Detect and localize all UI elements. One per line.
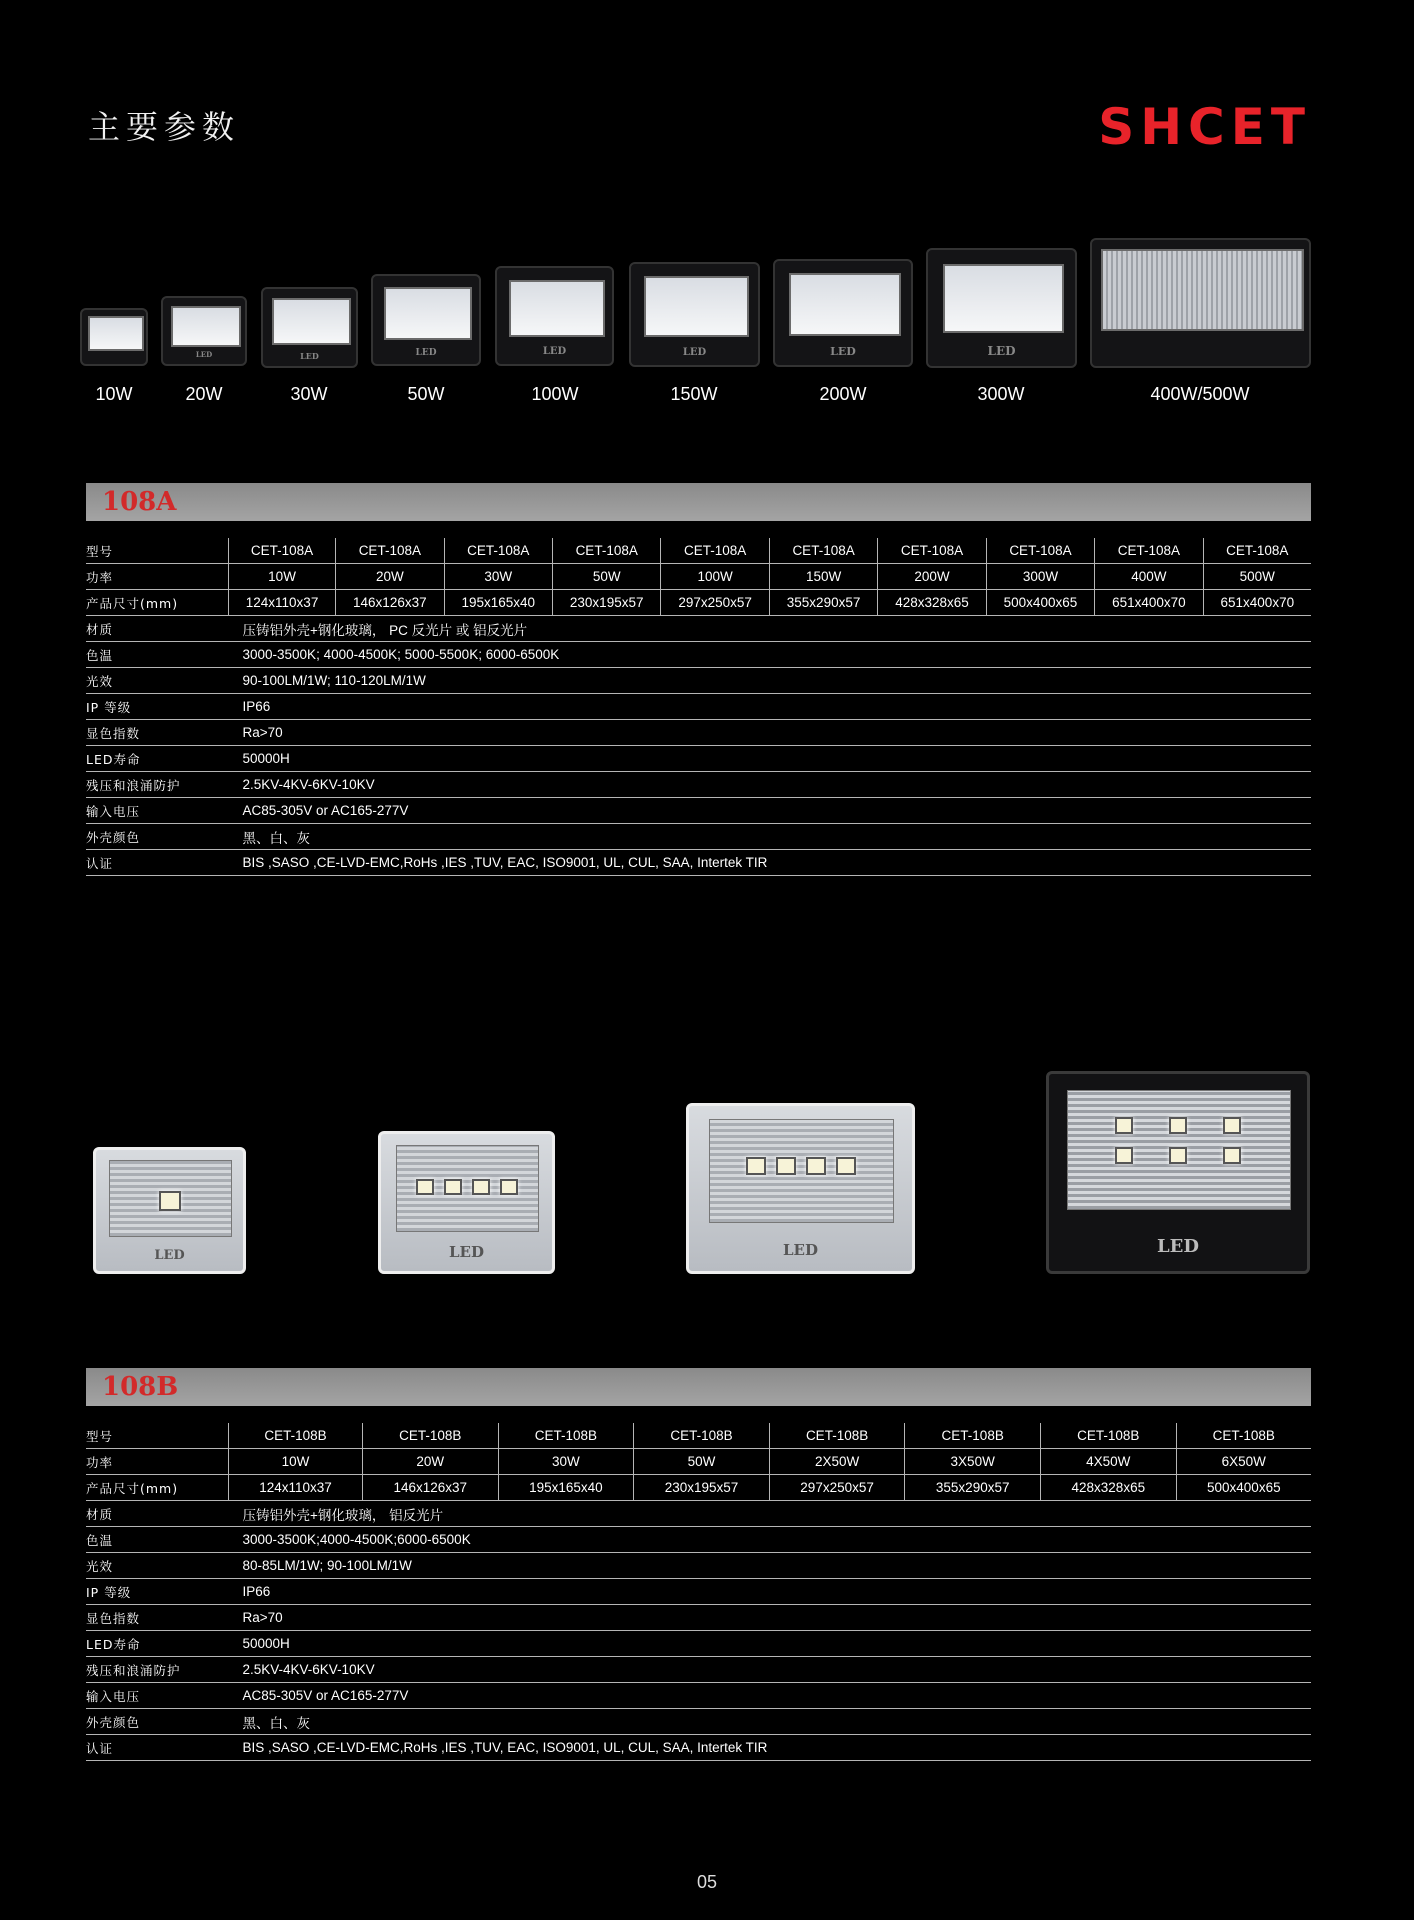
spec-cell: 146x126x37 <box>362 1475 498 1501</box>
section-title: 108B <box>102 1372 179 1402</box>
spec-row <box>86 1683 1311 1709</box>
spec-label: 认证 <box>86 850 229 876</box>
spec-value: BIS ,SASO ,CE-LVD-EMC,RoHs ,IES ,TUV, EAC, ISO9001, UL, CUL, SAA, Intertek TIR <box>229 850 1312 876</box>
spec-label: 产品尺寸(mm) <box>86 590 229 616</box>
led-chip <box>1223 1117 1241 1134</box>
spec-table-108a <box>86 538 1311 876</box>
led-chip <box>746 1157 766 1175</box>
spec-cell: CET-108A <box>444 538 552 564</box>
spec-cell: 200W <box>878 564 986 590</box>
spec-label: 功率 <box>86 564 229 590</box>
led-chip <box>1169 1117 1187 1134</box>
spec-row <box>86 798 1311 824</box>
lamp-400w-500w <box>1090 238 1311 368</box>
spec-cell: 428x328x65 <box>1041 1475 1177 1501</box>
product-lineup-108a <box>0 0 1414 420</box>
spec-label: 光效 <box>86 1553 229 1579</box>
spec-cell: CET-108A <box>878 538 986 564</box>
spec-value: 压铸铝外壳+钢化玻璃， PC 反光片 或 铝反光片 <box>229 616 1312 642</box>
watt-label: 150W <box>670 384 718 404</box>
spec-label: 外壳颜色 <box>86 824 229 850</box>
watt-label: 200W <box>819 384 867 404</box>
spec-cell: CET-108A <box>661 538 769 564</box>
spec-row <box>86 1527 1311 1553</box>
spec-label: IP 等级 <box>86 694 229 720</box>
spec-cell: 355x290x57 <box>905 1475 1041 1501</box>
spec-value: 50000H <box>229 746 1312 772</box>
spec-label: 认证 <box>86 1735 229 1761</box>
spec-value: 3000-3500K;4000-4500K;6000-6500K <box>229 1527 1312 1553</box>
spec-label: LED寿命 <box>86 1631 229 1657</box>
spec-row <box>86 824 1311 850</box>
spec-label: 材质 <box>86 616 229 642</box>
spec-value: 2.5KV-4KV-6KV-10KV <box>229 772 1312 798</box>
lamp-108b-100w <box>378 1131 555 1274</box>
spec-value: AC85-305V or AC165-277V <box>229 1683 1312 1709</box>
spec-cell: CET-108B <box>498 1423 634 1449</box>
lamp-300w <box>926 248 1077 368</box>
page-number: 05 <box>696 1872 718 1892</box>
section-title: 108A <box>102 487 177 517</box>
spec-label: 型号 <box>86 1423 229 1449</box>
led-chip <box>472 1179 490 1195</box>
spec-value: BIS ,SASO ,CE-LVD-EMC,RoHs ,IES ,TUV, EAC, ISO9001, UL, CUL, SAA, Intertek TIR <box>229 1735 1312 1761</box>
spec-cell: 100W <box>661 564 769 590</box>
spec-cell: 195x165x40 <box>444 590 552 616</box>
led-chip <box>444 1179 462 1195</box>
watt-label: 400W/500W <box>1150 384 1250 404</box>
spec-row <box>86 1605 1311 1631</box>
spec-cell: 150W <box>769 564 877 590</box>
watt-label: 20W <box>185 384 223 404</box>
spec-value: Ra>70 <box>229 720 1312 746</box>
led-chip <box>1169 1147 1187 1164</box>
spec-cell: CET-108A <box>1203 538 1311 564</box>
spec-cell: CET-108B <box>1041 1423 1177 1449</box>
spec-cell: 30W <box>444 564 552 590</box>
spec-row <box>86 1423 1311 1449</box>
lamp-200w <box>773 259 913 367</box>
spec-row <box>86 1553 1311 1579</box>
spec-cell: 50W <box>552 564 660 590</box>
lamp-10w <box>80 308 148 366</box>
led-label: LED <box>542 346 567 358</box>
led-label: LED <box>415 347 437 358</box>
spec-cell: 10W <box>229 1449 363 1475</box>
spec-row <box>86 720 1311 746</box>
spec-cell: 297x250x57 <box>769 1475 905 1501</box>
spec-value: 黑、白、灰 <box>229 1709 1312 1735</box>
spec-row <box>86 1579 1311 1605</box>
lamp-150w <box>629 262 760 367</box>
spec-cell: 230x195x57 <box>552 590 660 616</box>
spec-cell: 500x400x65 <box>986 590 1094 616</box>
watt-label: 100W <box>531 384 579 404</box>
spec-row <box>86 642 1311 668</box>
spec-label: 显色指数 <box>86 1605 229 1631</box>
spec-cell: 2X50W <box>769 1449 905 1475</box>
section-bar-108a <box>86 483 1311 521</box>
spec-row <box>86 746 1311 772</box>
spec-cell: CET-108A <box>1095 538 1203 564</box>
page-title: 主要参数 <box>88 108 241 146</box>
led-label: LED <box>682 346 707 358</box>
led-chip <box>159 1191 181 1211</box>
spec-value: 黑、白、灰 <box>229 824 1312 850</box>
spec-cell: 4X50W <box>1041 1449 1177 1475</box>
lamp-108b-200w <box>686 1103 915 1274</box>
spec-row <box>86 1735 1311 1761</box>
spec-cell: CET-108A <box>769 538 877 564</box>
spec-label: 残压和浪涌防护 <box>86 772 229 798</box>
spec-row <box>86 1449 1311 1475</box>
spec-label: 色温 <box>86 642 229 668</box>
spec-cell: 6X50W <box>1176 1449 1311 1475</box>
spec-label: 色温 <box>86 1527 229 1553</box>
spec-cell: 30W <box>498 1449 634 1475</box>
spec-cell: 20W <box>336 564 444 590</box>
led-label: LED <box>300 350 319 361</box>
spec-cell: 651x400x70 <box>1203 590 1311 616</box>
led-label: LED <box>154 1247 185 1263</box>
led-label: LED <box>1157 1236 1199 1258</box>
lamp-100w <box>495 266 614 366</box>
spec-row <box>86 1475 1311 1501</box>
spec-value: 2.5KV-4KV-6KV-10KV <box>229 1657 1312 1683</box>
spec-label: 产品尺寸(mm) <box>86 1475 229 1501</box>
spec-value: AC85-305V or AC165-277V <box>229 798 1312 824</box>
lamp-30w <box>261 287 358 368</box>
spec-value: 50000H <box>229 1631 1312 1657</box>
spec-cell: 10W <box>229 564 336 590</box>
spec-cell: CET-108B <box>362 1423 498 1449</box>
spec-cell: 428x328x65 <box>878 590 986 616</box>
spec-cell: 20W <box>362 1449 498 1475</box>
led-label: LED <box>449 1243 484 1262</box>
spec-label: 功率 <box>86 1449 229 1475</box>
spec-value: IP66 <box>229 694 1312 720</box>
led-chip <box>500 1179 518 1195</box>
lamp-20w <box>161 296 247 366</box>
spec-value: IP66 <box>229 1579 1312 1605</box>
spec-row <box>86 564 1311 590</box>
spec-cell: CET-108B <box>229 1423 363 1449</box>
spec-row <box>86 850 1311 876</box>
spec-cell: CET-108A <box>986 538 1094 564</box>
watt-label: 10W <box>95 384 133 404</box>
spec-row <box>86 1631 1311 1657</box>
spec-value: 压铸铝外壳+钢化玻璃， 铝反光片 <box>229 1501 1312 1527</box>
section-bar-108b <box>86 1368 1311 1406</box>
spec-label: 输入电压 <box>86 798 229 824</box>
watt-label: 50W <box>407 384 445 404</box>
spec-cell: 500x400x65 <box>1176 1475 1311 1501</box>
brand-logo: SHCET <box>1098 98 1311 156</box>
led-label: LED <box>783 1241 818 1260</box>
spec-label: 输入电压 <box>86 1683 229 1709</box>
spec-label: 型号 <box>86 538 229 564</box>
lamp-108b-10w <box>93 1147 246 1274</box>
spec-label: LED寿命 <box>86 746 229 772</box>
led-label: LED <box>830 344 856 358</box>
spec-row <box>86 1501 1311 1527</box>
spec-label: IP 等级 <box>86 1579 229 1605</box>
led-chip <box>1223 1147 1241 1164</box>
spec-value: Ra>70 <box>229 1605 1312 1631</box>
spec-cell: 230x195x57 <box>634 1475 770 1501</box>
lamp-50w <box>371 274 481 366</box>
spec-value: 80-85LM/1W; 90-100LM/1W <box>229 1553 1312 1579</box>
lamp-108b-300w <box>1046 1071 1310 1274</box>
spec-row <box>86 616 1311 642</box>
spec-value: 3000-3500K; 4000-4500K; 5000-5500K; 6000-6500K <box>229 642 1312 668</box>
led-chip <box>806 1157 826 1175</box>
spec-cell: CET-108B <box>905 1423 1041 1449</box>
watt-label: 30W <box>290 384 328 404</box>
spec-row <box>86 538 1311 564</box>
spec-cell: 124x110x37 <box>229 590 336 616</box>
spec-cell: 195x165x40 <box>498 1475 634 1501</box>
led-chip <box>416 1179 434 1195</box>
spec-label: 光效 <box>86 668 229 694</box>
spec-row <box>86 772 1311 798</box>
spec-cell: CET-108B <box>634 1423 770 1449</box>
spec-cell: 146x126x37 <box>336 590 444 616</box>
spec-row <box>86 1709 1311 1735</box>
spec-cell: 651x400x70 <box>1095 590 1203 616</box>
spec-cell: CET-108B <box>769 1423 905 1449</box>
spec-cell: CET-108A <box>552 538 660 564</box>
spec-label: 外壳颜色 <box>86 1709 229 1735</box>
led-chip <box>1115 1147 1133 1164</box>
spec-label: 残压和浪涌防护 <box>86 1657 229 1683</box>
spec-label: 材质 <box>86 1501 229 1527</box>
spec-cell: 300W <box>986 564 1094 590</box>
spec-cell: CET-108A <box>229 538 336 564</box>
spec-row <box>86 590 1311 616</box>
spec-cell: 500W <box>1203 564 1311 590</box>
led-label: LED <box>195 350 213 360</box>
led-label: LED <box>987 343 1016 358</box>
spec-cell: 124x110x37 <box>229 1475 363 1501</box>
led-chip <box>776 1157 796 1175</box>
spec-row <box>86 694 1311 720</box>
spec-cell: 297x250x57 <box>661 590 769 616</box>
spec-cell: 400W <box>1095 564 1203 590</box>
watt-label: 300W <box>977 384 1025 404</box>
led-chip <box>836 1157 856 1175</box>
spec-value: 90-100LM/1W; 110-120LM/1W <box>229 668 1312 694</box>
spec-cell: CET-108A <box>336 538 444 564</box>
spec-cell: 3X50W <box>905 1449 1041 1475</box>
spec-table-108b <box>86 1423 1311 1761</box>
spec-cell: CET-108B <box>1176 1423 1311 1449</box>
led-chip <box>1115 1117 1133 1134</box>
spec-row <box>86 1657 1311 1683</box>
spec-label: 显色指数 <box>86 720 229 746</box>
spec-cell: 355x290x57 <box>769 590 877 616</box>
spec-row <box>86 668 1311 694</box>
spec-cell: 50W <box>634 1449 770 1475</box>
